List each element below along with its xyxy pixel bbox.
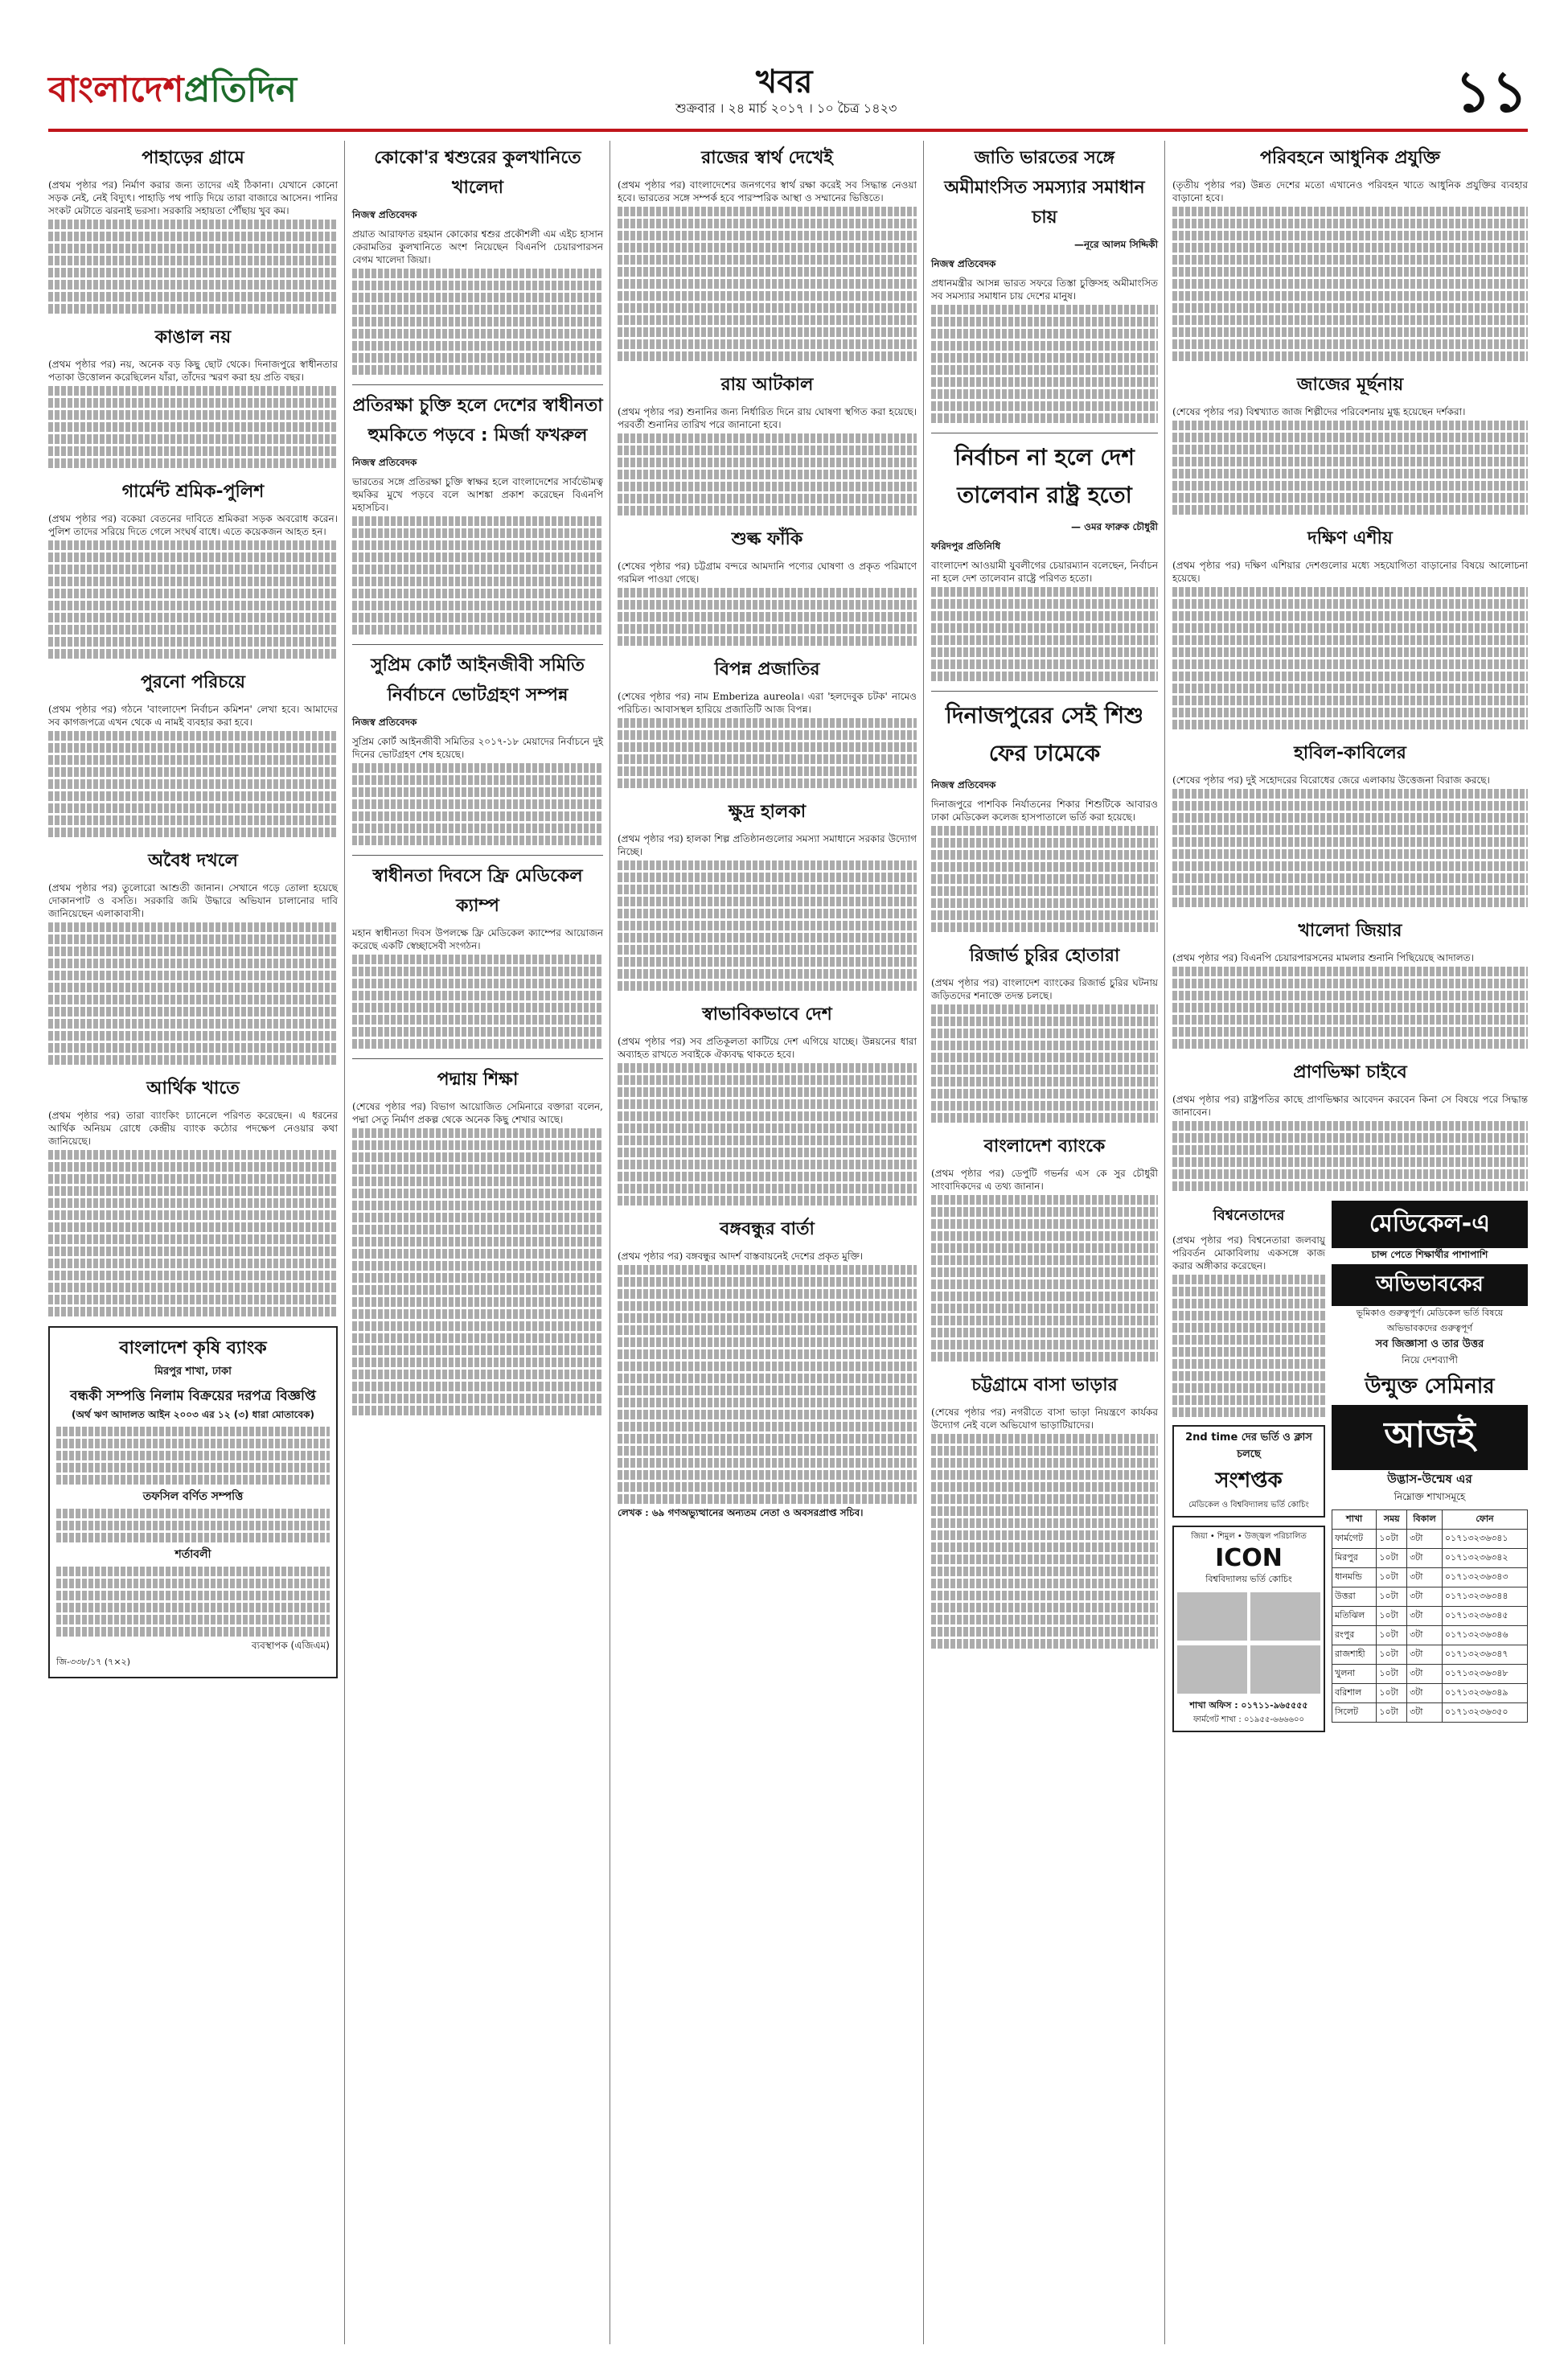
- table-row: [1332, 1626, 1528, 1645]
- article: [352, 651, 603, 845]
- article: [931, 698, 1158, 932]
- article-body: (প্রথম পৃষ্ঠার পর) নির্মাণ করার জন্য তাদের এই ঠিকানা। যেখানে কোনো সড়ক নেই, নেই বিদ্যুৎ। পাহাড়ি পথ পাড়ি দিয়ে তারা বাজারে আসেন। পানির সংকট মেটাতে ঝরনাই ভরসা। সরকারি সহায়তা পৌঁছায় খুব কম।: [48, 179, 338, 216]
- table-cell: ০১৭১৩২৩৬৩৪৭: [1442, 1645, 1527, 1665]
- byline: নিজস্ব প্রতিবেদক: [931, 779, 996, 791]
- table-row: [1332, 1665, 1528, 1684]
- column-divider: [1164, 141, 1165, 2344]
- table-row: [1332, 1645, 1528, 1665]
- headline: রায় আটকাল: [720, 375, 814, 395]
- byline: নিজস্ব প্রতিবেদক: [931, 258, 996, 269]
- table-cell: ৩টা: [1407, 1703, 1443, 1723]
- ad-line: মেডিকেল-এ: [1332, 1201, 1528, 1248]
- ad-name: ICON: [1215, 1544, 1283, 1572]
- table-cell: ১০টা: [1377, 1626, 1407, 1645]
- ad-line: আজই: [1332, 1405, 1528, 1470]
- brand-part2: প্রতিদিন: [183, 69, 297, 110]
- quote-author: — ওমর ফারুক চৌধুরী: [1070, 521, 1158, 532]
- article-body: (শেষের পৃষ্ঠার পর) বিভাগ আয়োজিত সেমিনারে বক্তারা বলেন, পদ্মা সেতু নির্মাণ প্রকল্প থেকে অনেক কিছু শেখার আছে।: [352, 1101, 603, 1125]
- article-body: সুপ্রিম কোর্ট আইনজীবী সমিতির ২০১৭-১৮ মেয়াদের নির্বাচনে দুই দিনের ভোটগ্রহণ শেষ হয়েছে।: [352, 736, 603, 760]
- headline: স্বাভাবিকভাবে দেশ: [702, 1004, 832, 1025]
- article: [1172, 144, 1528, 361]
- table-row: [1332, 1568, 1528, 1587]
- article: [618, 525, 917, 646]
- table-cell: খুলনা: [1332, 1665, 1377, 1684]
- table-row: [1332, 1549, 1528, 1568]
- ad-top: জিয়া • শিমুল • উজ্জ্বল পরিচালিত: [1191, 1532, 1307, 1541]
- article-body: (প্রথম পৃষ্ঠার পর) সব প্রতিকূলতা কাটিয়ে দেশ এগিয়ে যাচ্ছে। উন্নয়নের ধারা অব্যাহত রাখতে সবাইকে ঐক্যবদ্ধ থাকতে হবে।: [618, 1036, 917, 1060]
- column-divider: [923, 141, 924, 2344]
- section-title: খবর: [756, 64, 813, 101]
- student-photo: [1250, 1592, 1320, 1641]
- student-photo: [1250, 1645, 1320, 1694]
- ad-branch: মিরপুর শাখা, ঢাকা: [154, 1366, 232, 1378]
- headline: প্রাণভিক্ষা চাইবে: [1293, 1062, 1407, 1082]
- table-cell: রংপুর: [1332, 1626, 1377, 1645]
- medical-seminar-ad: [1332, 1201, 1528, 1732]
- article: [1172, 917, 1528, 1049]
- article-body: (শেষের পৃষ্ঠার পর) নাম Emberiza aureola। এরা 'হলদেবুক চটক' নামেও পরিচিত। আবাসস্থল হারিয়ে প্রজাতিটি আজ বিপন্ন।: [618, 691, 917, 715]
- headline: বাংলাদেশ ব্যাংকে: [983, 1136, 1106, 1156]
- table-cell: ০১৭১৩২৩৬৩৪৫: [1442, 1607, 1527, 1626]
- ad-line: অভিভাবকের: [1332, 1264, 1528, 1306]
- ad-name: সংশপ্তক: [1215, 1468, 1283, 1493]
- article-body: (শেষের পৃষ্ঠার পর) বিশ্বখ্যাত জাজ শিল্পীদের পরিবেশনায় মুগ্ধ হয়েছেন দর্শকরা।: [1172, 406, 1466, 417]
- table-cell: ০১৭১৩২৩৬৩৪২: [1442, 1549, 1527, 1568]
- article: [618, 798, 917, 991]
- table-cell: ১০টা: [1377, 1665, 1407, 1684]
- table-cell: ৩টা: [1407, 1587, 1443, 1607]
- headline: স্বাধীনতা দিবসে ফ্রি মেডিকেল ক্যাম্প: [372, 866, 583, 916]
- headline: পাহাড়ের গ্রামে: [142, 148, 244, 168]
- article: [352, 862, 603, 1049]
- article: [618, 655, 917, 788]
- table-cell: ০১৭১৩২৩৬৩৪৩: [1442, 1568, 1527, 1587]
- article-body: (প্রথম পৃষ্ঠার পর) শুনানির জন্য নির্ধারিত দিনে রায় ঘোষণা স্থগিত করা হয়েছে। পরবর্তী শুনানির তারিখ পরে জানানো হবে।: [618, 406, 917, 430]
- ad-branch: শাখা অফিস : ০১৭১১-৯৬৫৫৫৫: [1189, 1700, 1308, 1711]
- article: [618, 1000, 917, 1205]
- article-body: বাংলাদেশ আওয়ামী যুবলীগের চেয়ারম্যান বলেছেন, নির্বাচন না হলে দেশ তালেবান রাষ্ট্রে পরিণত হতো।: [931, 560, 1158, 584]
- article-body: (শেষের পৃষ্ঠার পর) চট্টগ্রাম বন্দরে আমদানি পণ্যের ঘোষণা ও প্রকৃত পরিমাণে গরমিল পাওয়া গেছে।: [618, 561, 917, 585]
- ad-sub: বিশ্ববিদ্যালয় ভর্তি কোচিং: [1205, 1574, 1292, 1584]
- article-body: (প্রথম পৃষ্ঠার পর) তারা ব্যাংকিং চ্যানেলে পরিণত করেছেন। এ ধরনের আর্থিক অনিয়ম রোধে কেন্দ্রীয় ব্যাংক কঠোর পদক্ষেপ নেওয়ার কথা জানিয়েছে।: [48, 1110, 338, 1147]
- article: [48, 478, 338, 659]
- headline: পুরনো পরিচয়ে: [140, 672, 246, 692]
- table-header: বিকাল: [1407, 1510, 1443, 1530]
- headline: শুল্ক ফাঁকি: [731, 529, 803, 549]
- article: [48, 323, 338, 468]
- table-cell: ১০টা: [1377, 1587, 1407, 1607]
- auction-notice-ad: [48, 1326, 338, 1678]
- table-cell: ১০টা: [1377, 1703, 1407, 1723]
- student-photo: [1177, 1645, 1247, 1694]
- article-body: (তৃতীয় পৃষ্ঠার পর) উন্নত দেশের মতো এখানেও পরিবহন খাতে আধুনিক প্রযুক্তির ব্যবহার বাড়ানো হবে।: [1172, 179, 1528, 203]
- article: [48, 668, 338, 837]
- article-body: (প্রথম পৃষ্ঠার পর) বঙ্গবন্ধুর আদর্শ বাস্তবায়নেই দেশের প্রকৃত মুক্তি।: [618, 1251, 864, 1262]
- headline: হাবিল-কাবিলের: [1294, 743, 1406, 763]
- headline: পরিবহনে আধুনিক প্রযুক্তি: [1260, 148, 1440, 168]
- article-body: (প্রথম পৃষ্ঠার পর) নয়, অনেক বড় কিছু ছোট থেকে। দিনাজপুরে স্বাধীনতার পতাকা উত্তোলন করেছিলেন যাঁরা, তাঁদের স্মরণ করা হয় প্রতি বছর।: [48, 359, 338, 383]
- student-photo: [1177, 1592, 1247, 1641]
- table-cell: ৩টা: [1407, 1665, 1443, 1684]
- headline: গার্মেন্ট শ্রমিক-পুলিশ: [121, 482, 265, 502]
- column-4: [931, 141, 1158, 1658]
- table-row: [1332, 1587, 1528, 1607]
- ad-reference: জি-৩৩৮/১৭ (৭×২): [56, 1657, 130, 1667]
- table-cell: ৩টা: [1407, 1684, 1443, 1703]
- ad-line: ভূমিকাও গুরুত্বপূর্ণ। মেডিকেল ভর্তি বিষয়ে অভিভাবকদের গুরুত্বপূর্ণ: [1356, 1308, 1504, 1333]
- ad-subtitle: (অর্থ ঋণ আদালত আইন ২০০৩ এর ১২ (৩) ধারা মোতাবেক): [71, 1409, 315, 1420]
- column-2: [352, 141, 603, 1425]
- article-body: (প্রথম পৃষ্ঠার পর) তুলোরো আশুতী জানান। সেখানে গড়ে তোলা হয়েছে দোকানপাট ও বসতি। সরকারি জমি উদ্ধারে অভিযান চালানোর দাবি জানিয়েছেন এলাকাবাসী।: [48, 882, 338, 919]
- table-cell: ০১৭১৩২৩৬৩৫০: [1442, 1703, 1527, 1723]
- article-body: (প্রথম পৃষ্ঠার পর) গঠনে 'বাংলাদেশ নির্বাচন কমিশন' লেখা হবে। আমাদের সব কাগজপত্রে এখন থেকে এ নামই ব্যবহার করা হবে।: [48, 704, 338, 728]
- byline: নিজস্ব প্রতিবেদক: [352, 457, 417, 468]
- article: [48, 144, 338, 314]
- headline: চট্টগ্রামে বাসা ভাড়ার: [971, 1375, 1118, 1395]
- article-body: (প্রথম পৃষ্ঠার পর) বিশ্বনেতারা জলবায়ু পরিবর্তন মোকাবিলায় একসঙ্গে কাজ করার অঙ্গীকার করেছেন।: [1172, 1234, 1325, 1271]
- ad-title: বন্ধকী সম্পত্তি নিলাম বিক্রয়ের দরপত্র বিজ্ঞপ্তি: [70, 1388, 316, 1404]
- headline: প্রতিরক্ষা চুক্তি হলে দেশের স্বাধীনতা হুমকিতে পড়বে : মির্জা ফখরুল: [352, 396, 603, 446]
- article-body: (প্রথম পৃষ্ঠার পর) রাষ্ট্রপতির কাছে প্রাণভিক্ষার আবেদন করবেন কিনা সে বিষয়ে পরে সিদ্ধান্ত জানাবেন।: [1172, 1094, 1528, 1118]
- article-body: (প্রথম পৃষ্ঠার পর) দক্ষিণ এশিয়ার দেশগুলোর মধ্যে সহযোগিতা বাড়ানোর বিষয়ে আলোচনা হয়েছে।: [1172, 560, 1528, 584]
- table-cell: ০১৭১৩২৩৬৩৪৬: [1442, 1626, 1527, 1645]
- column-3: [618, 141, 917, 1529]
- article: [352, 1066, 603, 1415]
- table-cell: ধানমন্ডি: [1332, 1568, 1377, 1587]
- table-cell: ১০টা: [1377, 1530, 1407, 1549]
- byline: নিজস্ব প্রতিবেদক: [352, 717, 417, 728]
- article-body: প্রধানমন্ত্রীর আসন্ন ভারত সফরে তিস্তা চুক্তিসহ অমীমাংসিত সব সমস্যার সমাধান চায় দেশের মানুষ।: [931, 277, 1158, 302]
- ad-foot: ফার্মগেট শাখা : ০১৯৫৫-৬৬৬৬০০: [1192, 1715, 1305, 1724]
- headline: বিশ্বনেতাদের: [1213, 1207, 1285, 1224]
- headline: পদ্মায় শিক্ষা: [437, 1070, 519, 1090]
- ad-line: সব জিজ্ঞাসা ও তার উত্তর: [1375, 1338, 1484, 1350]
- article: [352, 392, 603, 635]
- article: [618, 371, 917, 515]
- sangshaptak-ad: [1172, 1425, 1325, 1518]
- icon-coaching-ad: [1172, 1526, 1325, 1732]
- column-1: [48, 141, 338, 1678]
- lower-right-block: [1172, 1201, 1528, 1732]
- ad-signer: ব্যবস্থাপক (এজিএম): [251, 1640, 330, 1651]
- ad-schedule-title: তফসিল বর্ণিত সম্পত্তি: [142, 1490, 244, 1503]
- author-note: লেখক : ৬৯ গণঅভ্যুত্থানের অন্যতম নেতা ও অবসরপ্রাপ্ত সচিব।: [618, 1507, 864, 1518]
- table-cell: ১০টা: [1377, 1684, 1407, 1703]
- ad-line: চান্স পেতে শিক্ষার্থীর পাশাপাশি: [1371, 1249, 1488, 1260]
- headline: রিজার্ভ চুরির হোতারা: [969, 946, 1120, 966]
- table-header: শাখা: [1332, 1510, 1377, 1530]
- table-cell: ৩টা: [1407, 1607, 1443, 1626]
- article: [931, 942, 1158, 1123]
- article: [1172, 1058, 1528, 1191]
- byline: ফরিদপুর প্রতিনিধি: [931, 540, 1001, 552]
- article: [352, 144, 603, 375]
- article: [931, 440, 1158, 681]
- article: [1172, 1201, 1325, 1732]
- ad-bank-name: বাংলাদেশ কৃষি ব্যাংক: [119, 1338, 267, 1358]
- table-cell: ৩টা: [1407, 1549, 1443, 1568]
- table-cell: ১০টা: [1377, 1607, 1407, 1626]
- article: [618, 1215, 917, 1519]
- brand-part1: বাংলাদেশ: [48, 69, 184, 110]
- table-cell: উত্তরা: [1332, 1587, 1377, 1607]
- article-body: মহান স্বাধীনতা দিবস উপলক্ষে ফ্রি মেডিকেল ক্যাম্পের আয়োজন করেছে একটি স্বেচ্ছাসেবী সংগঠন।: [352, 927, 603, 951]
- article: [618, 144, 917, 361]
- ad-conditions-title: শর্তাবলী: [174, 1548, 211, 1561]
- table-cell: ১০টা: [1377, 1568, 1407, 1587]
- table-cell: মিরপুর: [1332, 1549, 1377, 1568]
- article-body: (প্রথম পৃষ্ঠার পর) বিএনপি চেয়ারপারসনের মামলার শুনানি পিছিয়েছে আদালত।: [1172, 952, 1474, 963]
- headline: বিপন্ন প্রজাতির: [714, 659, 820, 680]
- article: [48, 1074, 338, 1316]
- article-body: (প্রথম পৃষ্ঠার পর) বাংলাদেশের জনগণের স্বার্থ রক্ষা করেই সব সিদ্ধান্ত নেওয়া হবে। ভারতের সঙ্গে সম্পর্ক হবে পারস্পরিক আস্থা ও সম্মানের ভিত্তিতে।: [618, 179, 917, 203]
- table-cell: ০১৭১৩২৩৬৩৪৪: [1442, 1587, 1527, 1607]
- article-body: (প্রথম পৃষ্ঠার পর) বকেয়া বেতনের দাবিতে শ্রমিকরা সড়ক অবরোধ করেন। পুলিশ তাদের সরিয়ে দিতে গেলে সংঘর্ষ বাধে। এতে কয়েকজন আহত হন।: [48, 513, 338, 537]
- article: [931, 1132, 1158, 1362]
- headline: ক্ষুদ্র হালকা: [728, 802, 807, 822]
- headline: কাঙাল নয়: [154, 327, 232, 347]
- article-body: (প্রথম পৃষ্ঠার পর) ডেপুটি গভর্নর এস কে সুর চৌধুরী সাংবাদিকদের এ তথ্য জানান।: [931, 1168, 1158, 1192]
- photo-row: [1177, 1592, 1320, 1641]
- quote-author: —নূরে আলম সিদ্দিকী: [1073, 239, 1158, 250]
- headline: নির্বাচন না হলে দেশ তালেবান রাষ্ট্র হতো: [954, 444, 1135, 508]
- ad-tagline: 2nd time দের ভর্তি ও ক্লাস চলছে: [1185, 1431, 1312, 1460]
- table-cell: ১০টা: [1377, 1645, 1407, 1665]
- ad-sub: মেডিকেল ও বিশ্ববিদ্যালয় ভর্তি কোচিং: [1188, 1501, 1309, 1509]
- headline: অবৈধ দখলে: [148, 851, 238, 871]
- headline: দিনাজপুরের সেই শিশু ফের ঢামেকে: [945, 702, 1144, 766]
- table-cell: মতিঝিল: [1332, 1607, 1377, 1626]
- article-body: (প্রথম পৃষ্ঠার পর) হালকা শিল্প প্রতিষ্ঠানগুলোর সমস্যা সমাধানে সরকার উদ্যোগ নিচ্ছে।: [618, 833, 917, 857]
- article: [1172, 524, 1528, 729]
- table-cell: বরিশাল: [1332, 1684, 1377, 1703]
- headline: বঙ্গবন্ধুর বার্তা: [720, 1219, 815, 1239]
- branch-table: [1332, 1509, 1528, 1723]
- table-row: [1332, 1703, 1528, 1723]
- article-body: (শেষের পৃষ্ঠার পর) নগরীতে বাসা ভাড়া নিয়ন্ত্রণে কার্যকর উদ্যোগ নেই বলে অভিযোগ ভাড়াটিয়াদের।: [931, 1407, 1158, 1431]
- dateline: শুক্রবার । ২৪ মার্চ ২০১৭ । ১০ চৈত্র ১৪২৩: [675, 101, 897, 116]
- table-row: [1332, 1607, 1528, 1626]
- table-cell: সিলেট: [1332, 1703, 1377, 1723]
- headline: কোকো'র শ্বশুরের কুলখানিতে খালেদা: [374, 148, 581, 198]
- ad-line: নিম্নোক্ত শাখাসমূহে: [1394, 1491, 1466, 1502]
- headline: জাতি ভারতের সঙ্গে অমীমাংসিত সমস্যার সমাধান চায়: [944, 148, 1145, 228]
- article: [1172, 739, 1528, 907]
- table-cell: ০১৭১৩২৩৬৩৪১: [1442, 1530, 1527, 1549]
- article-body: ভারতের সঙ্গে প্রতিরক্ষা চুক্তি স্বাক্ষর হলে বাংলাদেশের সার্বভৌমত্ব হুমকির মুখে পড়বে বলে আশঙ্কা প্রকাশ করেছেন বিএনপি মহাসচিব।: [352, 476, 603, 513]
- table-cell: ০১৭১৩২৩৬৩৪৮: [1442, 1665, 1527, 1684]
- page-number: ১১: [1455, 59, 1528, 125]
- article: [1172, 371, 1528, 515]
- ad-line: নিয়ে দেশব্যাপী: [1402, 1354, 1458, 1366]
- byline: নিজস্ব প্রতিবেদক: [352, 209, 417, 220]
- table-cell: ৩টা: [1407, 1568, 1443, 1587]
- headline: দক্ষিণ এশীয়: [1307, 528, 1393, 548]
- table-cell: ০১৭১৩২৩৬৩৪৯: [1442, 1684, 1527, 1703]
- column-divider: [344, 141, 345, 2344]
- column-5: [1172, 141, 1528, 1732]
- table-cell: রাজশাহী: [1332, 1645, 1377, 1665]
- table-cell: ৩টা: [1407, 1645, 1443, 1665]
- masthead: [48, 48, 1528, 132]
- table-cell: ফার্মগেট: [1332, 1530, 1377, 1549]
- table-cell: ৩টা: [1407, 1626, 1443, 1645]
- headline: রাজের স্বার্থ দেখেই: [701, 148, 833, 168]
- article-body: (প্রথম পৃষ্ঠার পর) বাংলাদেশ ব্যাংকের রিজার্ভ চুরির ঘটনায় জড়িতদের শনাক্তে তদন্ত চলছে।: [931, 977, 1158, 1001]
- article: [48, 847, 338, 1065]
- table-row: [1332, 1530, 1528, 1549]
- ad-line: উদ্ভাস-উন্মেষ এর: [1387, 1472, 1472, 1486]
- article-body: প্রয়াত আরাফাত রহমান কোকোর শ্বশুর প্রকৌশলী এম এইচ হাসান কেরামতির কুলখানিতে অংশ নিয়েছেন বিএনপি চেয়ারপারসন বেগম খালেদা জিয়া।: [352, 228, 603, 265]
- table-row: [1332, 1684, 1528, 1703]
- article: [931, 144, 1158, 423]
- table-header: ফোন: [1442, 1510, 1527, 1530]
- headline: খালেদা জিয়ার: [1298, 921, 1402, 941]
- table-header: সময়: [1377, 1510, 1407, 1530]
- table-cell: ৩টা: [1407, 1530, 1443, 1549]
- ad-line: উন্মুক্ত সেমিনার: [1365, 1374, 1495, 1399]
- headline: সুপ্রিম কোর্ট আইনজীবী সমিতি নির্বাচনে ভোটগ্রহণ সম্পন্ন: [371, 655, 585, 705]
- headline: আর্থিক খাতে: [146, 1078, 240, 1099]
- headline: জাজের মূর্ছনায়: [1296, 375, 1404, 395]
- article: [931, 1371, 1158, 1649]
- newspaper-logo: [48, 63, 297, 121]
- table-cell: ১০টা: [1377, 1549, 1407, 1568]
- article-body: দিনাজপুরে পাশবিক নির্যাতনের শিকার শিশুটিকে আবারও ঢাকা মেডিকেল কলেজ হাসপাতালে ভর্তি করা হয়েছে।: [931, 799, 1158, 823]
- article-body: (শেষের পৃষ্ঠার পর) দুই সহোদরের বিরোধের জেরে এলাকায় উত্তেজনা বিরাজ করছে।: [1172, 774, 1490, 786]
- photo-row: [1177, 1645, 1320, 1694]
